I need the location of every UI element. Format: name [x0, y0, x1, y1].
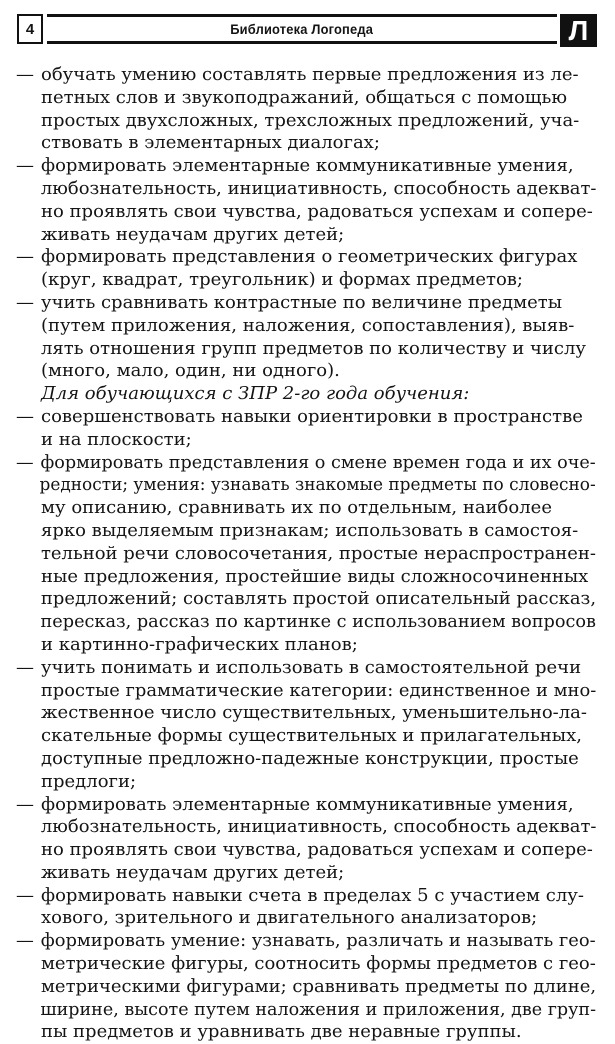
text-line: любознательность, инициативность, способность адекват- [40, 177, 597, 199]
list-dash: — [16, 64, 34, 85]
text-line: (круг, квадрат, треугольник) и формах предметов; [41, 269, 524, 291]
running-title-bar [47, 14, 557, 44]
text-line: ярко выделяемым признакам; использовать в самостоя- [41, 519, 579, 541]
list-item [16, 930, 596, 1044]
text-line: совершенствовать навыки ориентировки в пространстве [41, 405, 583, 427]
text-line: ширине, высоте путем наложения и приложения, две груп- [40, 998, 597, 1020]
text-line: учить сравнивать контрастные по величине предметы [41, 291, 563, 313]
text-line: хового, зрительного и двигательного анализаторов; [41, 907, 538, 929]
list-dash: — [16, 793, 34, 815]
text-line: скательные формы существительных и прилагательных, [41, 725, 582, 747]
list-dash: — [16, 884, 34, 906]
body-text [16, 64, 596, 1044]
list-item [16, 885, 596, 931]
text-line: метрическими фигурами; сравнивать предметы по длине, [40, 975, 597, 997]
text-line: формировать элементарные коммуникативные умения, [41, 793, 574, 815]
text-line: формировать навыки счета в пределах 5 с участием слу- [41, 884, 584, 906]
text-line: формировать представления о смене времен года и их оче- [40, 451, 596, 473]
text-line: лять отношения групп предметов по количеству и числу [41, 337, 587, 359]
list-dash: — [16, 246, 34, 268]
section-subheading [16, 383, 596, 406]
list-dash: — [16, 930, 34, 952]
text-line: простые грамматические категории: единственное и мно- [40, 679, 597, 701]
page-number: 4 [17, 14, 43, 44]
list-dash: — [16, 656, 34, 678]
list-item [16, 246, 596, 292]
list-dash: — [16, 291, 34, 313]
text-line: формировать элементарные коммуникативные умения, [41, 155, 574, 177]
list-item [16, 452, 596, 657]
text-line: тельной речи словосочетания, простые нераспространен- [40, 542, 596, 564]
text-line: доступные предложно-падежные конструкции, простые [41, 747, 579, 769]
text-line: Для обучающихся с ЗПР 2-го года обучения: [41, 383, 470, 405]
text-line: му описанию, сравнивать их по отдельным, наиболее [41, 497, 552, 519]
text-line: простых двухсложных, трехсложных предложений, уча- [41, 109, 580, 131]
list-dash: — [16, 405, 34, 427]
series-logo: Л [560, 14, 597, 47]
text-line: но проявлять свои чувства, радоваться успехам и сопере- [41, 839, 593, 861]
text-line: формировать умение: узнавать, различать и называть гео- [40, 930, 596, 952]
text-line: и на плоскости; [41, 428, 192, 450]
text-line: пересказ, рассказ по картинке с использованием вопросов [40, 611, 596, 633]
text-line: формировать представления о геометрических фигурах [41, 246, 578, 268]
text-line: любознательность, инициативность, способность адекват- [40, 816, 597, 838]
list-item [16, 64, 596, 155]
text-line: живать неудачам других детей; [41, 861, 345, 883]
text-line: ные предложения, простейшие виды сложносочиненных [41, 565, 589, 587]
text-line: предложений; составлять простой описательный рассказ, [40, 588, 597, 610]
list-item [16, 292, 596, 383]
list-dash: — [16, 451, 34, 473]
list-item [16, 406, 596, 452]
text-line: и картинно-графических планов; [41, 633, 358, 655]
text-line: жественное число существительных, уменьшительно-ла- [41, 702, 587, 724]
text-line: редности; умения: узнавать знакомые предметы по словесно- [39, 474, 596, 496]
page-header [17, 14, 597, 46]
text-line: (много, мало, один, ни одного). [41, 360, 340, 382]
text-line: метрические фигуры, соотносить формы предметов с гео- [40, 953, 596, 975]
list-dash: — [16, 155, 34, 177]
list-item [16, 794, 596, 885]
text-line: предлоги; [41, 770, 137, 792]
text-line: обучать умению составлять первые предложения из ле- [41, 64, 579, 85]
text-line: (путем приложения, наложения, сопоставления), выяв- [41, 314, 575, 336]
text-line: живать неудачам других детей; [41, 223, 345, 245]
text-line: но проявлять свои чувства, радоваться успехам и сопере- [41, 200, 593, 222]
text-line: пы предметов и уравнивать две неравные группы. [41, 1021, 522, 1043]
running-title: Библиотека Логопеда [230, 21, 374, 37]
list-item [16, 657, 596, 794]
text-line: ствовать в элементарных диалогах; [41, 132, 380, 154]
text-line: учить понимать и использовать в самостоятельной речи [41, 656, 582, 678]
text-line: петных слов и звукоподражаний, общаться с помощью [41, 86, 567, 108]
list-item [16, 155, 596, 246]
